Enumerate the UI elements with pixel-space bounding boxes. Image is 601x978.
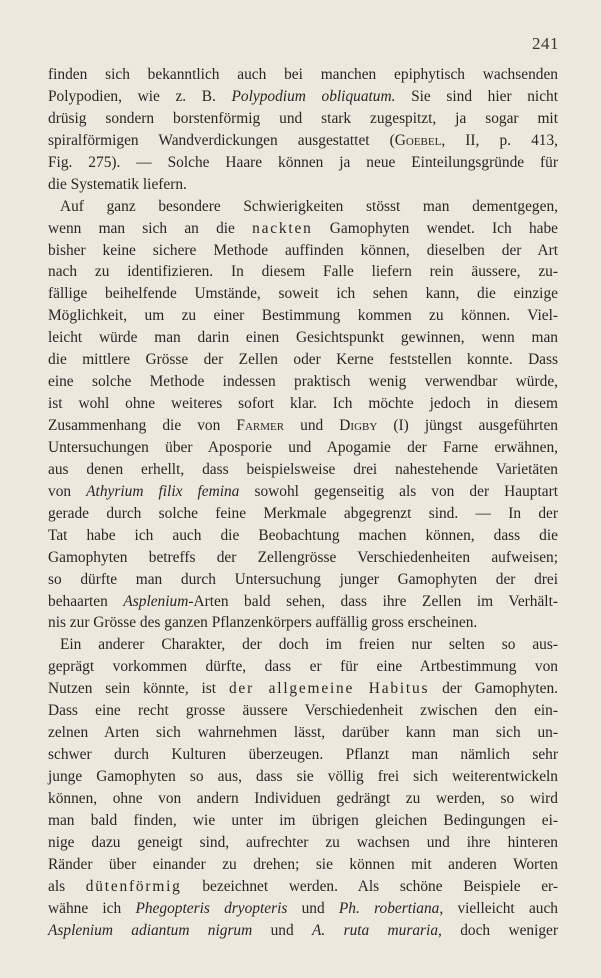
text-line xyxy=(48,700,558,722)
text-run: Gamophyten wendet. Ich habe xyxy=(312,219,558,237)
text-run: man bald finden, wie unter im übrigen gleichen Bedingungen ei- xyxy=(48,811,558,829)
text-run: wenn man sich an die xyxy=(48,219,253,237)
text-run: fällige beihelfende Umstände, soweit ich sehen kann, die einzige xyxy=(48,285,558,303)
text-line xyxy=(48,218,558,240)
text-run: als xyxy=(48,877,86,895)
text-line xyxy=(48,503,558,525)
text-run: Polypodien, wie z. B. xyxy=(48,87,232,105)
text-run: Ränder über einander zu drehen; sie können mit anderen Worten xyxy=(48,855,558,873)
text-line xyxy=(48,240,558,262)
text-run: Sie sind hier nicht xyxy=(395,87,559,105)
italic-term: Ph. robertiana xyxy=(338,899,440,917)
text-run: Fig. 275). — Solche Haare können ja neue Einteilungsgründe für xyxy=(48,153,558,171)
text-run: bisher keine sichere Methode auffinden können, dieselben der Art xyxy=(48,241,558,259)
text-run: Möglichkeit, um zu einer Bestimmung kommen zu können. Viel- xyxy=(48,307,558,325)
text-run: ist wohl ohne weiteres sofort klar. Ich möchte jedoch in diesem xyxy=(48,395,558,413)
text-line xyxy=(48,656,558,678)
text-run: so dürfte man durch Untersuchung junger Gamophyten der drei xyxy=(48,570,558,588)
text-run: und xyxy=(284,417,340,434)
text-run: können, ohne von andern Individuen gedrängt zu werden, so wird xyxy=(48,789,558,807)
spaced-emphasis: der allgemeine Habitus xyxy=(228,680,430,698)
text-line xyxy=(48,722,558,744)
text-line xyxy=(48,327,558,349)
text-run: zelnen Arten sich wahrnehmen lässt, darüber kann man sich un- xyxy=(48,724,558,742)
text-run: , vielleicht auch xyxy=(439,899,558,917)
text-line xyxy=(48,612,558,634)
text-line xyxy=(48,920,558,942)
text-run: und xyxy=(252,921,312,939)
text-line xyxy=(48,634,558,656)
spaced-emphasis: dütenförmig xyxy=(85,877,182,895)
text-line xyxy=(48,569,558,591)
text-run: finden sich bekanntlich auch bei manchen epiphytisch wachsenden xyxy=(48,66,558,83)
text-line xyxy=(48,261,558,283)
text-line xyxy=(48,437,558,459)
text-run: behaarten xyxy=(48,592,124,610)
text-line xyxy=(48,86,558,108)
text-run: Untersuchungen über Aposporie und Apogamie der Farne erwähnen, xyxy=(48,438,558,456)
text-line xyxy=(48,591,558,613)
text-line xyxy=(48,152,558,174)
text-line xyxy=(48,108,558,130)
author-name: Goebel xyxy=(394,131,442,149)
text-run: die Systematik liefern. xyxy=(48,175,187,193)
text-run: nis zur Grösse des ganzen Pflanzenkörpers auffällig gross erscheinen. xyxy=(48,614,478,632)
text-run: aus denen erhellt, dass beispielsweise drei nahestehende Varietäten xyxy=(48,460,558,478)
text-run: von xyxy=(48,482,87,500)
text-run: Tat habe ich auch die Beobachtung machen können, dass die xyxy=(48,526,558,544)
text-line xyxy=(48,854,558,876)
text-line xyxy=(48,876,558,898)
text-run: und xyxy=(287,899,339,917)
text-line xyxy=(48,766,558,788)
text-run: schwer durch Kulturen überzeugen. Pflanzt man nämlich sehr xyxy=(48,746,558,764)
page-number: 241 xyxy=(532,34,559,53)
text-line xyxy=(48,678,558,700)
text-run: die mittlere Grösse der Zellen oder Kerne feststellen konnte. Dass xyxy=(48,351,558,369)
italic-term: Polypodium obliquatum. xyxy=(231,87,396,105)
text-line xyxy=(48,415,558,437)
text-run: sowohl gegenseitig als von der Hauptart xyxy=(239,482,558,500)
text-line xyxy=(48,810,558,832)
italic-term: Asplenium adiantum nigrum xyxy=(48,921,253,939)
text-run: Nutzen sein könnte, ist xyxy=(48,680,229,698)
text-line xyxy=(48,64,558,86)
text-line xyxy=(48,174,558,196)
text-line xyxy=(48,459,558,481)
text-line xyxy=(48,525,558,547)
text-line xyxy=(48,744,558,766)
text-run: Auf ganz besondere Schwierigkeiten stösst man dementgegen, xyxy=(60,197,558,215)
text-line xyxy=(48,283,558,305)
text-line xyxy=(48,481,558,503)
body-text xyxy=(48,64,558,942)
text-run: wähne ich xyxy=(48,899,136,917)
text-run: doch weniger xyxy=(441,921,559,939)
text-run: eine solche Methode indessen praktisch wenig verwendbar würde, xyxy=(48,373,558,391)
text-run: bezeichnet werden. Als schöne Beispiele er- xyxy=(181,877,558,895)
text-run: junge Gamophyten so aus, dass sie völlig frei sich weiterentwickeln xyxy=(48,768,558,785)
spaced-emphasis: nackten xyxy=(252,219,313,237)
text-line xyxy=(48,832,558,854)
text-line xyxy=(48,371,558,393)
italic-term: Athyrium filix femina xyxy=(86,482,240,500)
text-run: drüsig sondern borstenförmig und stark zugespitzt, ja sogar mit xyxy=(48,109,558,127)
text-line xyxy=(48,547,558,569)
text-line xyxy=(48,898,558,920)
text-run: nach zu identifizieren. In diesem Falle liefern rein äussere, zu- xyxy=(48,263,558,281)
italic-term: Asplenium xyxy=(123,592,189,610)
text-line xyxy=(48,305,558,327)
text-run: Dass eine recht grosse äussere Verschiedenheit zwischen den ein- xyxy=(48,702,558,720)
text-run: (I) jüngst ausgeführten xyxy=(377,417,558,434)
text-line xyxy=(48,393,558,415)
author-name: Digby xyxy=(339,417,378,434)
text-line xyxy=(48,196,558,218)
text-run: gerade durch solche feine Merkmale abgegrenzt sind. — In der xyxy=(48,504,558,522)
author-name: Farmer xyxy=(236,417,285,434)
italic-term: Phegopteris dryopteris xyxy=(135,899,288,917)
text-run: geprägt vorkommen dürfte, dass er für eine Artbestimmung von xyxy=(48,658,558,676)
text-run: nige dazu geneigt sind, aufrechter zu wachsen und ihre hinteren xyxy=(48,833,558,851)
text-line xyxy=(48,349,558,371)
text-run: spiralförmigen Wandverdickungen ausgestattet ( xyxy=(48,131,395,149)
text-line xyxy=(48,130,558,152)
text-run: Ein anderer Charakter, der doch im freien nur selten so aus- xyxy=(60,636,558,654)
text-run: Zusammenhang die von xyxy=(48,417,237,434)
text-run: leicht würde man darin einen Gesichtspunkt gewinnen, wenn man xyxy=(48,329,558,347)
italic-term: A. ruta muraria, xyxy=(312,921,442,939)
text-run: Gamophyten betreffs der Zellengrösse Verschiedenheiten aufweisen; xyxy=(48,548,558,566)
text-run: -Arten bald sehen, dass ihre Zellen im Verhält- xyxy=(188,592,558,610)
text-line xyxy=(48,788,558,810)
text-run: der Gamophyten. xyxy=(429,680,559,698)
text-run: , II, p. 413, xyxy=(441,131,559,149)
